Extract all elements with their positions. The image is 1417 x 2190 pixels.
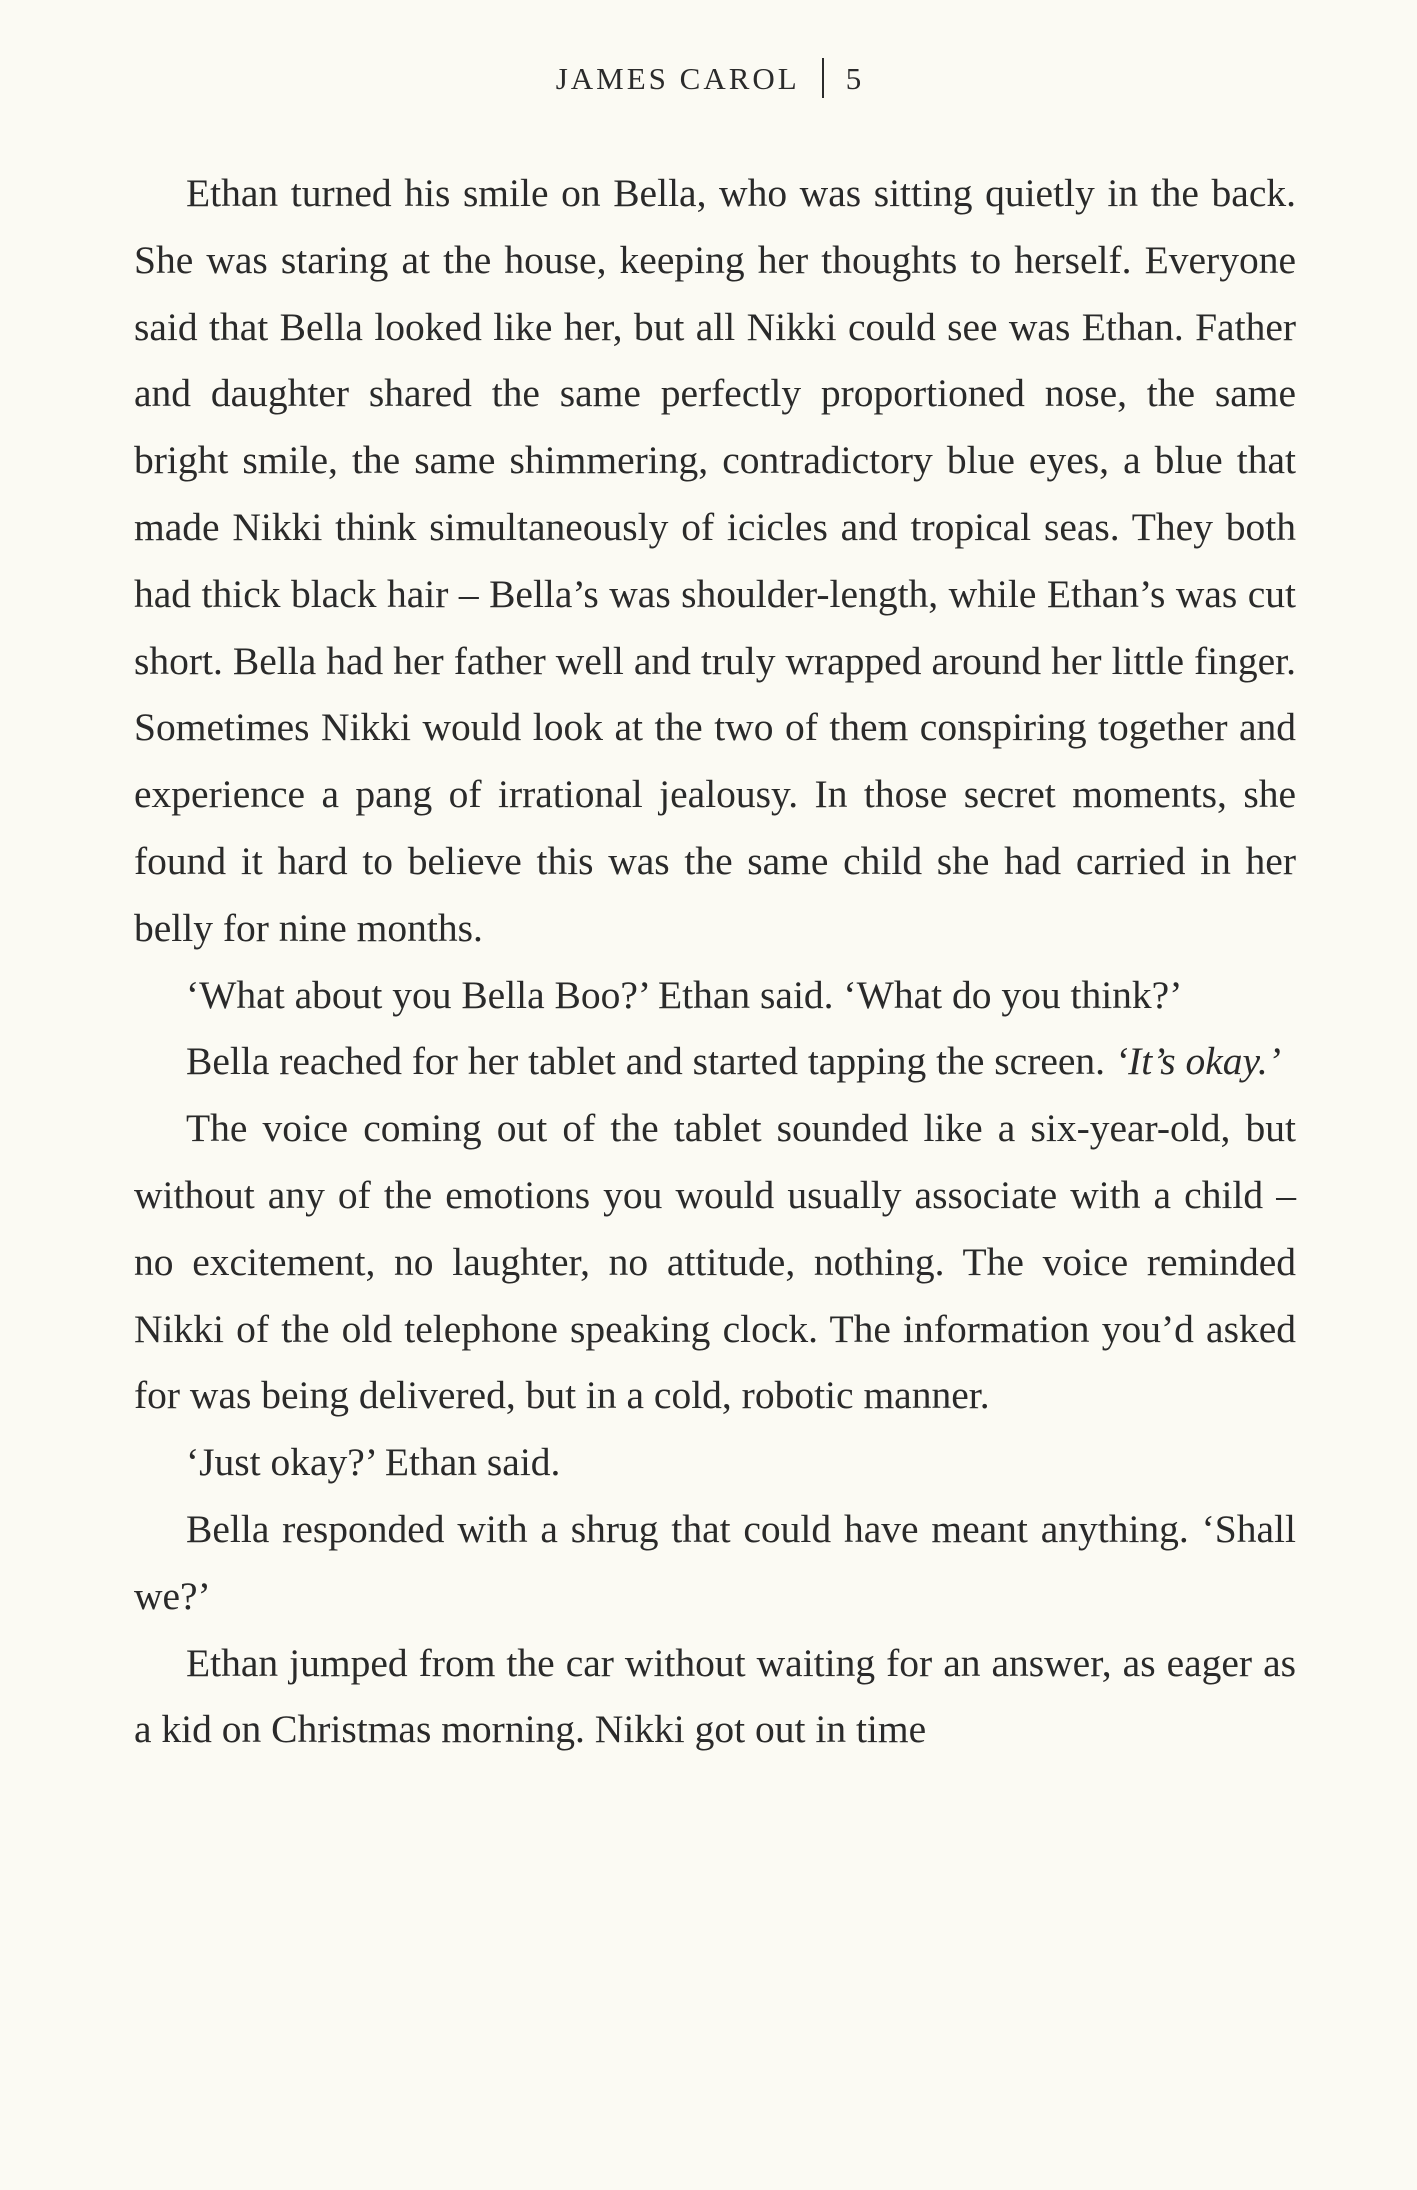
body-text [134, 160, 1296, 1763]
page-number: 5 [845, 61, 862, 96]
running-header [0, 58, 1417, 98]
paragraph-2-text: ‘What about you Bella Boo?’ Ethan said. ‘What do you think?’ [186, 972, 1183, 1017]
paragraph-3 [134, 1028, 1296, 1095]
paragraph-7 [134, 1630, 1296, 1764]
paragraph-2 [134, 962, 1296, 1029]
paragraph-1-text: Ethan turned his smile on Bella, who was sitting quietly in the back. She was staring at the house, keeping her thoughts to herself. Everyone said that Bella looked like her, but all Nikki could see was Ethan. Father and daughter shared the same perfectly proportioned nose, the same bright smile, the same shimmering, contradictory blue eyes, a blue that made Nikki think simultaneously of icicles and tropical seas. They both had thick black hair – Bella’s was shoulder-length, while Ethan’s was cut short. Bella had her father well and truly wrapped around her little finger. Sometimes Nikki would look at the two of them conspiring together and experience a pang of irrational jealousy. In those secret moments, she found it hard to believe this was the same child she had carried in her belly for nine months. [134, 171, 1296, 950]
paragraph-5-text: ‘Just okay?’ Ethan said. [186, 1440, 561, 1485]
header-author: JAMES CAROL [555, 61, 800, 96]
paragraph-6-text: Bella responded with a shrug that could have meant anything. ‘Shall we?’ [134, 1506, 1296, 1618]
paragraph-1 [134, 160, 1296, 962]
paragraph-6 [134, 1496, 1296, 1630]
paragraph-5 [134, 1429, 1296, 1496]
paragraph-3-italic: ‘It’s okay.’ [1114, 1039, 1281, 1084]
header-separator [822, 58, 824, 98]
paragraph-4-text: The voice coming out of the tablet sounded like a six-year-old, but without any of the emotions you would usually associate with a child – no excitement, no laughter, no attitude, nothing. The voice reminded Nikki of the old telephone speaking clock. The information you’d asked for was being delivered, but in a cold, robotic manner. [134, 1106, 1296, 1418]
paragraph-4 [134, 1095, 1296, 1429]
paragraph-7-text: Ethan jumped from the car without waiting for an answer, as eager as a kid on Christmas morning. Nikki got out in time [134, 1640, 1296, 1752]
paragraph-3-text: Bella reached for her tablet and started tapping the screen. [186, 1039, 1106, 1084]
